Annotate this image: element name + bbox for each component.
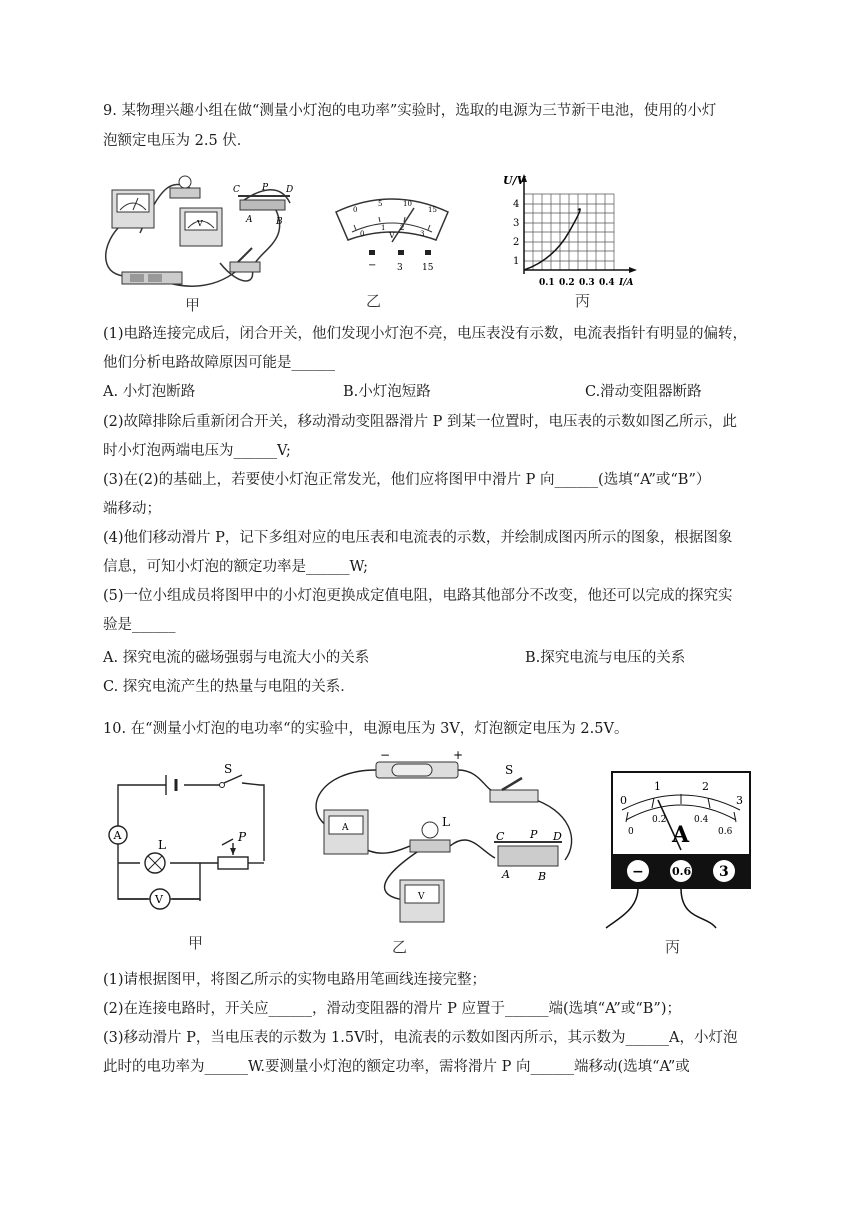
q9-caption-bing: 丙: [575, 292, 591, 310]
q10-figure-jia-schematic: [100, 755, 280, 925]
q9-part5-option-a: A. 探究电流的磁场强弱与电流大小的关系: [103, 650, 370, 666]
ammeter-scale-top-2: 2: [702, 780, 709, 793]
ammeter-scale-bottom-0.6: 0.6: [718, 827, 733, 837]
voltmeter-scale-bottom-2: 2: [400, 224, 405, 232]
voltmeter-terminal-15: 15: [422, 263, 434, 273]
schematic-lamp-label: L: [158, 838, 166, 852]
ammeter-scale-bottom-0.2: 0.2: [652, 815, 667, 825]
wiring-voltmeter-label: V: [418, 892, 425, 902]
ammeter-terminal-0.6: 0.6: [672, 865, 692, 878]
q10-part3-line1: (3)移动滑片 P，当电压表的示数为 1.5V时，电流表的示数如图丙所示，其示数为______A，小灯泡: [103, 1030, 738, 1046]
q10-part3-line2: 此时的电功率为______W.要测量小灯泡的额定功率，需将滑片 P 向______端移动(选填“A”或: [103, 1059, 690, 1075]
q9-part1-line2: 他们分析电路故障原因可能是______: [103, 355, 335, 371]
graph-x-tick-0.2: 0.2: [559, 278, 575, 288]
ammeter-scale-bottom-0: 0: [628, 827, 634, 837]
q9-rheostat-label-c: C: [233, 185, 240, 195]
voltmeter-scale-top-0: 0: [353, 206, 358, 214]
wiring-rheostat-a: A: [502, 868, 510, 881]
graph-y-tick-4: 4: [513, 199, 520, 210]
q10-part1: (1)请根据图甲，将图乙所示的实物电路用笔画线连接完整；: [103, 972, 487, 988]
q9-figure-bing-graph: [503, 170, 663, 292]
q9-part5-line2: 验是______: [103, 617, 176, 633]
q10-figure-yi-wiring: [300, 750, 585, 930]
q9-rheostat-label-a: A: [246, 215, 253, 225]
q9-caption-yi: 乙: [366, 292, 382, 310]
q10-stem: 10. 在“测量小灯泡的电功率“的实验中，电源电压为 3V，灯泡额定电压为 2.5V。: [103, 721, 629, 737]
q9-part1-option-c: C.滑动变阻器断路: [585, 384, 702, 400]
voltmeter-scale-bottom-3: 3: [420, 230, 425, 238]
q10-figure-bing-ammeter: [596, 770, 760, 930]
q9-part4-line2: 信息，可知小灯泡的额定功率是______W;: [103, 559, 369, 575]
ammeter-scale-top-1: 1: [654, 780, 661, 793]
battery-minus-label: −: [380, 750, 391, 762]
q9-figure-jia-circuit: [100, 168, 315, 293]
graph-y-tick-3: 3: [513, 218, 520, 229]
q9-part5-line1: (5)一位小组成员将图甲中的小灯泡更换成定值电阻，电路其他部分不改变，他还可以完成的探究实: [103, 588, 733, 604]
voltmeter-scale-bottom-1: 1: [381, 224, 386, 232]
q10-caption-bing: 丙: [665, 938, 681, 956]
svg-text:V: V: [197, 219, 203, 228]
wiring-rheostat-c: C: [496, 830, 505, 843]
q9-part5-option-c: C. 探究电流产生的热量与电阻的关系．: [103, 679, 355, 695]
q9-figure-yi-voltmeter: [330, 192, 454, 274]
q9-part2-line2: 时小灯泡两端电压为______V;: [103, 443, 291, 459]
schematic-ammeter-label: A: [113, 829, 122, 842]
graph-y-tick-1: 1: [513, 256, 520, 267]
q10-caption-jia: 甲: [188, 934, 204, 952]
q9-caption-jia: 甲: [185, 296, 201, 314]
voltmeter-scale-top-15: 15: [428, 206, 437, 214]
ammeter-scale-top-3: 3: [736, 794, 743, 807]
q10-part2: (2)在连接电路时，开关应______，滑动变阻器的滑片 P 应置于______端(选填“A”或“B”)；: [103, 1001, 681, 1017]
q9-part5-option-b: B.探究电流与电压的关系: [525, 650, 686, 666]
graph-y-axis-label: U/V: [503, 174, 526, 187]
q9-part3-line2: 端移动；: [103, 501, 161, 517]
q9-part1-line1: (1)电路连接完成后，闭合开关，他们发现小灯泡不亮，电压表没有示数，电流表指针有明显的偏转，: [103, 326, 748, 342]
q9-stem-line2: 泡额定电压为 2.5 伏．: [103, 133, 252, 149]
battery-plus-label: +: [453, 750, 464, 762]
switch-label: S: [505, 763, 514, 777]
voltmeter-terminal-minus: −: [368, 260, 377, 271]
voltmeter-scale-top-10: 10: [403, 200, 412, 208]
schematic-slider-label: P: [238, 830, 247, 844]
voltmeter-terminal-3: 3: [397, 263, 403, 273]
graph-y-tick-2: 2: [513, 237, 520, 248]
ammeter-terminal-minus: −: [632, 864, 644, 880]
q9-rheostat-label-d: D: [286, 185, 294, 195]
wiring-rheostat-p: P: [530, 828, 538, 841]
ammeter-unit: A: [672, 822, 690, 848]
voltmeter-unit: V: [389, 231, 395, 240]
q9-part1-option-b: B.小灯泡短路: [343, 384, 431, 400]
q9-rheostat-label-p: P: [262, 183, 269, 193]
wiring-rheostat-b: B: [538, 870, 547, 883]
ammeter-terminal-3: 3: [719, 864, 729, 880]
q9-part3-line1: (3)在(2)的基础上，若要使小灯泡正常发光，他们应将图甲中滑片 P 向______(选填“A”或“B”）: [103, 472, 711, 488]
q9-rheostat-label-b: B: [276, 217, 283, 227]
graph-x-axis-label: I/A: [619, 278, 634, 288]
voltmeter-scale-bottom-0: 0: [360, 230, 365, 238]
schematic-voltmeter-label: V: [155, 893, 163, 906]
graph-x-tick-0.4: 0.4: [599, 278, 615, 288]
q9-part4-line1: (4)他们移动滑片 P，记下多组对应的电压表和电流表的示数，并绘制成图丙所示的图象，根据图象: [103, 530, 733, 546]
q9-part1-option-a: A. 小灯泡断路: [103, 384, 196, 400]
wiring-lamp-label: L: [442, 815, 450, 829]
ammeter-scale-top-0: 0: [620, 794, 627, 807]
graph-x-tick-0.3: 0.3: [579, 278, 595, 288]
q9-part2-line1: (2)故障排除后重新闭合开关，移动滑动变阻器滑片 P 到某一位置时，电压表的示数如图乙所示，此: [103, 414, 738, 430]
voltmeter-scale-top-5: 5: [378, 200, 383, 208]
q9-stem-line1: 9. 某物理兴趣小组在做“测量小灯泡的电功率”实验时，选取的电源为三节新干电池，使用的小灯: [103, 103, 717, 119]
ammeter-scale-bottom-0.4: 0.4: [694, 815, 709, 825]
schematic-switch-label: S: [224, 762, 233, 776]
wiring-rheostat-d: D: [553, 830, 562, 843]
wiring-ammeter-label: A: [342, 823, 349, 833]
q10-caption-yi: 乙: [392, 938, 408, 956]
graph-x-tick-0.1: 0.1: [539, 278, 555, 288]
